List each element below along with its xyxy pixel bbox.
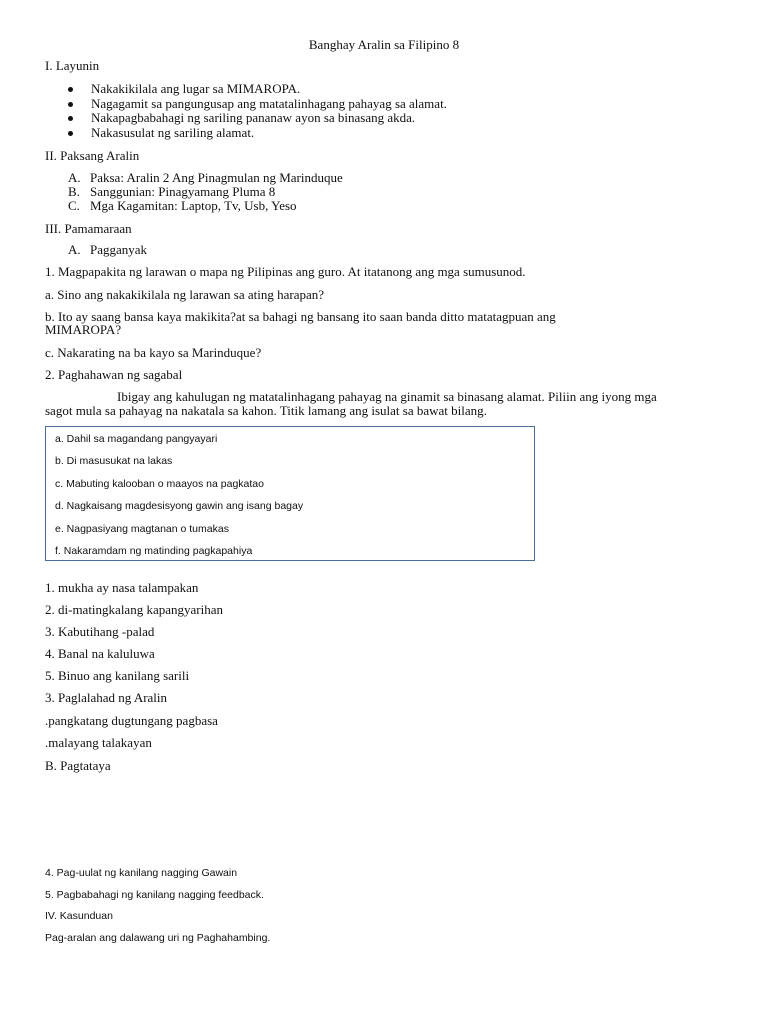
numbered-item: 3. Kabutihang -palad <box>45 624 155 639</box>
bullet-icon <box>68 131 73 136</box>
subject-item: C. Mga Kagamitan: Laptop, Tv, Usb, Yeso <box>68 198 297 213</box>
numbered-item: 2. di-matingkalang kapangyarihan <box>45 602 223 617</box>
bullet-icon <box>68 102 73 107</box>
choice-item: f. Nakaramdam ng matinding pagkapahiya <box>55 545 253 557</box>
subject-item: A. Paksa: Aralin 2 Ang Pinagmulan ng Marinduque <box>68 170 343 185</box>
bullet-icon <box>68 116 73 121</box>
closing-item: 4. Pag-uulat ng kanilang nagging Gawain <box>45 867 238 879</box>
step-2-text: 2. Paghahawan ng sagabal <box>45 367 183 382</box>
numbered-item: 4. Banal na kaluluwa <box>45 646 155 661</box>
instruction-line-1: Ibigay ang kahulugan ng matatalinhagang pahayag na ginamit sa binasang alamat. Piliin ang iyong mga <box>117 389 657 404</box>
question-c: c. Nakarating na ba kayo sa Marinduque? <box>45 345 262 360</box>
section-iii-heading: III. Pamamaraan <box>45 221 132 236</box>
motivation-subheading: A. Pagganyak <box>68 242 148 257</box>
section-i-heading: I. Layunin <box>45 58 100 73</box>
numbered-item: B. Pagtataya <box>45 758 111 773</box>
choice-item: a. Dahil sa magandang pangyayari <box>55 433 218 445</box>
choice-item: d. Nagkaisang magdesisyong gawin ang isang bagay <box>55 500 304 512</box>
page-title: Banghay Aralin sa Filipino 8 <box>308 37 460 52</box>
document-page: Banghay Aralin sa Filipino 8 I. Layunin Nakakikilala ang lugar sa MIMAROPA. Nagagamit sa pangungusap ang matatalinhagang pahayag sa alamat. Nakapagbabahagi ng sariling pananaw ayon sa binasang akda. Nakasusulat ng sariling alamat. II. Paksang Aralin A. Paksa: Aralin 2 Ang Pinagmulan ng Marinduque B. Sanggunian: Pinagyamang Pluma 8 C. Mga Kagamitan: Laptop, Tv, Usb, Yeso III. Pamamaraan A. Pagganyak 1. Magpapakita ng larawan o mapa ng Pilipinas ang guro. At itatanong ang mga sumusunod. a. Sino ang nakakikilala ng larawan sa ating harapan? b. Ito ay saang bansa kaya makikita?at sa bahagi ng bansang ito saan banda ditto matatagpuan ang MIMAROPA? c. Nakarating na ba kayo sa Marinduque? 2. Paghahawan ng sagabal Ibigay ang kahulugan ng matatalinhagang pahayag na ginamit sa binasang alamat. Piliin ang iyong mga sagot mula sa pahayag na nakatala sa kahon. Titik lamang ang isulat sa bawat bilang. a. Dahil sa magandang pangyayari b. Di masusukat na lakas c. Mabuting kalooban o maayos na pagkatao d. Nagkaisang magdesisyong gawin ang isang bagay e. Nagpasiyang magtanan o tumakas f. Nakaramdam ng matinding pagkapahiya 1. mukha ay nasa talampakan 2. di-matingkalang kapangyarihan 3. Kabutihang -palad 4. Banal na kaluluwa 5. Binuo ang kanilang sarili 3. Paglalahad ng Aralin .pangkatang dugtungang pagbasa .malayang talakayan B. Pagtataya 4. Pag-uulat ng kanilang nagging Gawain 5. Pagbabahagi ng kanilang nagging feedback. IV. Kasunduan Pag-aralan ang dalawang uri ng Paghahambing. <box>0 0 768 1024</box>
numbered-item: 1. mukha ay nasa talampakan <box>45 580 199 595</box>
choices-box <box>45 426 535 561</box>
step-1-text: 1. Magpapakita ng larawan o mapa ng Pilipinas ang guro. At itatanong ang mga sumusunod. <box>45 264 526 279</box>
question-b-line-1: b. Ito ay saang bansa kaya makikita?at sa bahagi ng bansang ito saan banda ditto matatagpuan ang <box>45 309 556 324</box>
numbered-item: .pangkatang dugtungang pagbasa <box>45 713 218 728</box>
closing-item: Pag-aralan ang dalawang uri ng Paghahambing. <box>45 932 271 944</box>
bullet-icon <box>68 87 73 92</box>
question-a: a. Sino ang nakakikilala ng larawan sa ating harapan? <box>45 287 325 302</box>
choice-item: e. Nagpasiyang magtanan o tumakas <box>55 523 229 535</box>
choice-item: b. Di masusukat na lakas <box>55 455 173 467</box>
question-b-line-2: MIMAROPA? <box>45 322 122 337</box>
subject-item: B. Sanggunian: Pinagyamang Pluma 8 <box>68 184 276 199</box>
numbered-item: 3. Paglalahad ng Aralin <box>45 690 168 705</box>
choice-item: c. Mabuting kalooban o maayos na pagkatao <box>55 478 264 490</box>
numbered-item: 5. Binuo ang kanilang sarili <box>45 668 190 683</box>
closing-item: 5. Pagbabahagi ng kanilang nagging feedback. <box>45 889 264 901</box>
section-ii-heading: II. Paksang Aralin <box>45 148 140 163</box>
numbered-item: .malayang talakayan <box>45 735 152 750</box>
instruction-line-2: sagot mula sa pahayag na nakatala sa kahon. Titik lamang ang isulat sa bawat bilang. <box>45 403 487 418</box>
section-iv-heading: IV. Kasunduan <box>45 910 113 922</box>
